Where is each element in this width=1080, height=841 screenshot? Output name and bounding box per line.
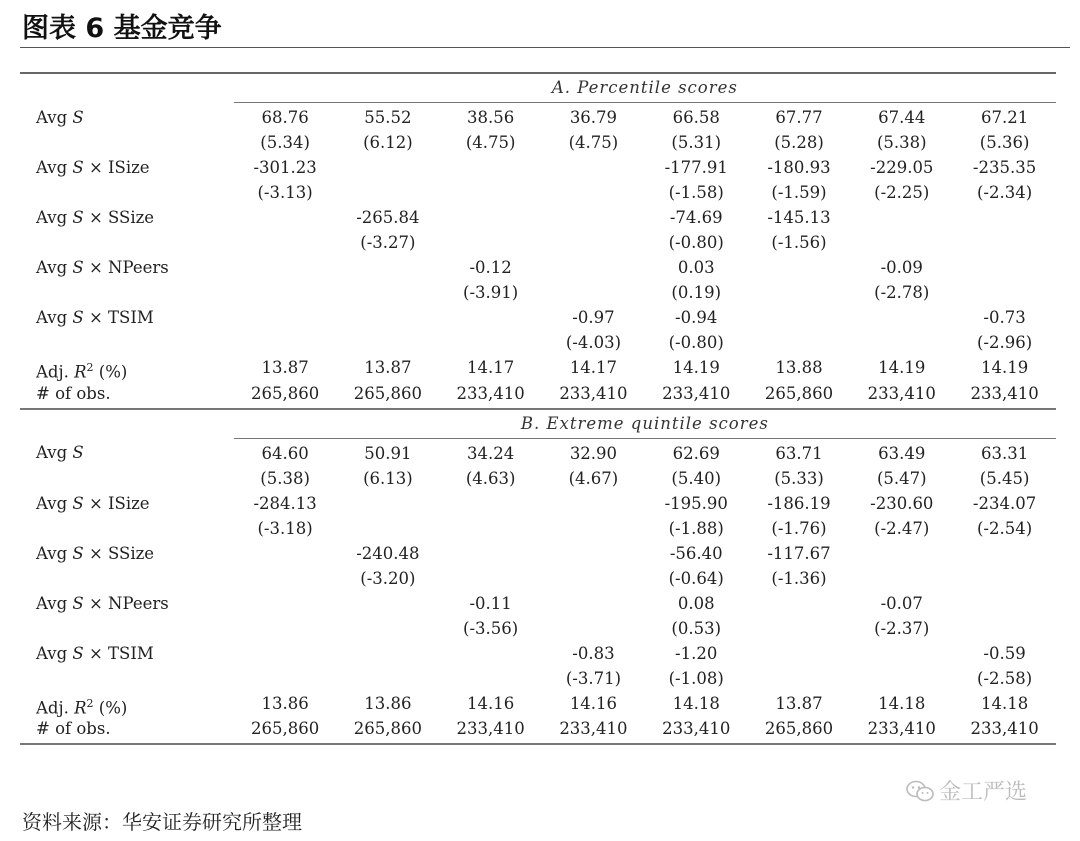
coef-cell xyxy=(439,157,542,182)
table-row xyxy=(20,438,1056,468)
tstat-cell: (5.47) xyxy=(876,468,927,488)
tstat-cell xyxy=(850,232,953,257)
tstat-cell: (-3.91) xyxy=(463,283,519,302)
table-row-tstat xyxy=(20,182,1056,207)
variable-s: S xyxy=(72,543,84,563)
coef-cell xyxy=(850,643,953,668)
tstat-cell xyxy=(336,182,439,207)
tstat-cell xyxy=(542,282,645,307)
adj-r2-cell: 14.18 xyxy=(878,693,926,713)
tstat-cell: (-0.80) xyxy=(668,233,724,252)
regression-table-container xyxy=(20,72,1056,745)
coef-cell xyxy=(953,257,1056,282)
tstat-cell: (-1.08) xyxy=(668,668,724,688)
coef-cell xyxy=(234,257,337,282)
adj-r2-cell: 13.88 xyxy=(775,358,823,377)
tstat-cell xyxy=(542,232,645,257)
tstat-cell: (5.40) xyxy=(671,468,722,488)
coef-cell xyxy=(542,257,645,282)
coef-cell: 55.52 xyxy=(364,108,412,127)
tstat-cell: (5.36) xyxy=(979,133,1030,152)
tstat-cell: (-1.59) xyxy=(771,183,827,202)
table-row xyxy=(20,307,1056,332)
adj-r2-cell: 14.18 xyxy=(980,693,1029,713)
tstat-cell: (-3.27) xyxy=(360,233,416,252)
tstat-cell: (-3.20) xyxy=(360,568,416,588)
superscript: 2 xyxy=(86,696,94,710)
tstat-cell xyxy=(953,282,1056,307)
tstat-cell xyxy=(234,568,337,593)
table-row xyxy=(20,157,1056,182)
coef-cell: 67.21 xyxy=(980,108,1029,127)
tstat-cell: (-4.03) xyxy=(565,333,622,352)
coef-cell: 34.24 xyxy=(467,443,515,463)
coef-cell: 0.03 xyxy=(677,258,715,277)
obs-cell: 233,410 xyxy=(970,383,1039,403)
tstat-cell: (0.19) xyxy=(671,283,722,302)
tstat-cell: (6.13) xyxy=(363,468,413,488)
tstat-cell xyxy=(439,332,542,357)
coef-cell xyxy=(234,643,337,668)
coef-cell: -145.13 xyxy=(767,208,831,227)
tstat-cell: (6.12) xyxy=(363,133,413,152)
table-row xyxy=(20,593,1056,618)
coef-cell xyxy=(748,307,851,332)
tstat-cell xyxy=(542,518,645,543)
table-row-tstat xyxy=(20,668,1056,693)
variable-s: S xyxy=(72,643,84,663)
table-row-tstat xyxy=(20,618,1056,643)
coef-cell: -230.60 xyxy=(870,493,934,513)
coef-cell xyxy=(336,307,439,332)
tstat-cell xyxy=(234,282,337,307)
coef-cell xyxy=(439,643,542,668)
row-label: Avg S × SSize xyxy=(36,543,155,563)
table-row-tstat xyxy=(20,132,1056,157)
coef-cell: -0.97 xyxy=(572,308,615,327)
tstat-cell: (-2.37) xyxy=(874,618,930,638)
adj-r2-cell: 14.19 xyxy=(980,358,1029,377)
tstat-cell xyxy=(748,332,851,357)
adj-r2-cell: 14.17 xyxy=(467,358,515,377)
tstat-cell xyxy=(336,668,439,693)
coef-cell: -229.05 xyxy=(870,158,934,177)
coef-cell xyxy=(850,307,953,332)
tstat-cell: (5.38) xyxy=(876,133,927,152)
adj-r2-cell: 14.17 xyxy=(569,358,618,377)
tstat-cell: (0.53) xyxy=(671,618,722,638)
tstat-cell: (-1.88) xyxy=(668,518,724,538)
regression-table xyxy=(20,72,1056,745)
obs-cell: 233,410 xyxy=(850,718,953,744)
tstat-cell xyxy=(748,282,851,307)
tstat-cell: (-1.58) xyxy=(668,183,724,202)
variable-s: S xyxy=(72,208,84,227)
coef-cell: 67.44 xyxy=(878,108,926,127)
coef-cell xyxy=(234,543,337,568)
coef-cell: -186.19 xyxy=(767,493,831,513)
coef-cell xyxy=(336,493,439,518)
coef-cell: -0.11 xyxy=(469,593,512,613)
coef-cell xyxy=(542,593,645,618)
adj-r2-row xyxy=(20,357,1056,383)
tstat-cell xyxy=(439,568,542,593)
coef-cell: 32.90 xyxy=(569,443,618,463)
tstat-cell: (-3.18) xyxy=(257,518,313,538)
wechat-icon xyxy=(905,779,935,803)
coef-cell: -0.07 xyxy=(880,593,923,613)
table-row-tstat xyxy=(20,468,1056,493)
obs-cell: 233,410 xyxy=(542,718,645,744)
coef-cell: -0.83 xyxy=(572,643,615,663)
table-row-tstat xyxy=(20,282,1056,307)
figure-title: 图表 6 基金竞争 xyxy=(22,13,222,44)
adj-r2-cell: 13.87 xyxy=(261,358,309,377)
coef-cell xyxy=(234,593,337,618)
tstat-cell xyxy=(336,332,439,357)
table-row-tstat xyxy=(20,568,1056,593)
tstat-cell: (5.28) xyxy=(774,133,824,152)
obs-cell: 233,410 xyxy=(456,383,525,403)
tstat-cell xyxy=(748,618,851,643)
coef-cell: -235.35 xyxy=(972,158,1037,177)
coef-cell: -284.13 xyxy=(253,493,317,513)
tstat-cell: (-1.36) xyxy=(771,568,827,588)
table-row xyxy=(20,207,1056,232)
coef-cell xyxy=(234,207,337,232)
tstat-cell xyxy=(336,282,439,307)
coef-cell: 68.76 xyxy=(261,108,309,127)
section-header-row xyxy=(20,409,1056,439)
obs-cell: 265,860 xyxy=(234,718,337,744)
variable-s: S xyxy=(72,593,84,613)
row-label: Avg S × SSize xyxy=(36,208,155,227)
row-label: Avg S × TSIM xyxy=(36,308,154,327)
tstat-cell: (4.75) xyxy=(465,133,516,152)
tstat-cell: (-2.34) xyxy=(976,183,1033,202)
coef-cell xyxy=(542,543,645,568)
coef-cell: 62.69 xyxy=(672,443,720,463)
obs-row xyxy=(20,383,1056,409)
tstat-cell: (-0.64) xyxy=(668,568,724,588)
tstat-cell: (5.33) xyxy=(774,468,824,488)
source-note: 资料来源：华安证券研究所整理 xyxy=(22,810,302,834)
tstat-cell: (-2.78) xyxy=(874,283,930,302)
tstat-cell xyxy=(439,232,542,257)
table-row xyxy=(20,493,1056,518)
variable-r: R xyxy=(74,698,87,717)
coef-cell xyxy=(850,207,953,232)
tstat-cell xyxy=(953,232,1056,257)
variable-s: S xyxy=(72,258,84,277)
obs-cell: 265,860 xyxy=(748,718,851,744)
row-label: # of obs. xyxy=(36,383,111,403)
adj-r2-cell: 13.86 xyxy=(364,693,412,713)
coef-cell: 50.91 xyxy=(364,443,412,463)
tstat-cell: (-2.54) xyxy=(976,518,1033,538)
tstat-cell: (5.45) xyxy=(979,468,1030,488)
tstat-cell xyxy=(850,568,953,593)
row-label: Adj. $R^2$ (%) xyxy=(36,361,128,382)
row-label: Avg S × NPeers xyxy=(36,593,169,613)
tstat-cell xyxy=(234,668,337,693)
coef-cell: -0.73 xyxy=(983,308,1026,327)
tstat-cell: (-2.96) xyxy=(976,333,1033,352)
tstat-cell xyxy=(748,668,851,693)
tstat-cell xyxy=(234,332,337,357)
tstat-cell xyxy=(234,232,337,257)
coef-cell xyxy=(542,493,645,518)
coef-cell xyxy=(748,643,851,668)
tstat-cell xyxy=(542,618,645,643)
obs-cell: 233,410 xyxy=(645,718,748,744)
table-row-tstat xyxy=(20,332,1056,357)
variable-s: S xyxy=(72,493,84,513)
tstat-cell xyxy=(234,618,337,643)
watermark-text: 金工严选 xyxy=(939,780,1028,805)
row-label: Avg S × ISize xyxy=(36,158,150,177)
row-label: Avg S × ISize xyxy=(36,493,150,513)
coef-cell: -0.12 xyxy=(469,258,512,277)
coef-cell: 64.60 xyxy=(261,443,309,463)
row-label: Adj. $R^2$ (%) xyxy=(36,696,128,717)
variable-r: R xyxy=(74,362,87,382)
tstat-cell: (-2.47) xyxy=(874,518,930,538)
coef-cell: -177.91 xyxy=(664,158,728,177)
coef-cell: -1.20 xyxy=(675,643,718,663)
coef-cell xyxy=(336,593,439,618)
section-header: B. Extreme quintile scores xyxy=(234,409,1056,439)
coef-cell: -117.67 xyxy=(767,543,831,563)
obs-row xyxy=(20,718,1056,744)
variable-s: S xyxy=(72,158,84,177)
coef-cell xyxy=(542,157,645,182)
adj-r2-cell: 14.16 xyxy=(569,693,618,713)
coef-cell xyxy=(850,543,953,568)
coef-cell: 63.49 xyxy=(878,443,926,463)
coef-cell: -0.09 xyxy=(880,258,923,277)
tstat-cell: (-3.13) xyxy=(257,183,313,202)
table-row xyxy=(20,103,1056,133)
tstat-cell xyxy=(439,182,542,207)
tstat-cell: (-2.25) xyxy=(874,183,930,202)
table-row xyxy=(20,643,1056,668)
title-divider xyxy=(20,47,1070,48)
coef-cell xyxy=(542,207,645,232)
coef-cell xyxy=(953,543,1056,568)
tstat-cell: (-1.76) xyxy=(771,518,827,538)
tstat-cell: (4.75) xyxy=(568,133,619,152)
obs-cell: 265,860 xyxy=(353,383,422,403)
adj-r2-row xyxy=(20,693,1056,719)
tstat-cell xyxy=(439,668,542,693)
coef-cell xyxy=(439,493,542,518)
coef-cell: -74.69 xyxy=(669,208,723,227)
row-label: Avg S xyxy=(36,107,84,127)
coef-cell: -56.40 xyxy=(669,543,723,563)
coef-cell: 66.58 xyxy=(672,108,720,127)
obs-cell: 233,410 xyxy=(867,383,936,403)
coef-cell: 63.71 xyxy=(775,443,823,463)
obs-cell: 233,410 xyxy=(662,383,731,403)
coef-cell: -195.90 xyxy=(664,493,728,513)
table-row-tstat xyxy=(20,518,1056,543)
variable-s: S xyxy=(72,443,84,462)
obs-cell: 233,410 xyxy=(439,718,542,744)
tstat-cell xyxy=(542,568,645,593)
obs-cell: 233,410 xyxy=(953,718,1056,744)
coef-cell: 67.77 xyxy=(775,108,823,127)
coef-cell xyxy=(439,207,542,232)
tstat-cell: (5.34) xyxy=(260,133,310,152)
coef-cell xyxy=(234,307,337,332)
coef-cell xyxy=(439,307,542,332)
table-row xyxy=(20,543,1056,568)
tstat-cell: (5.31) xyxy=(671,133,722,152)
tstat-cell xyxy=(850,332,953,357)
table-row xyxy=(20,257,1056,282)
coef-cell xyxy=(439,543,542,568)
obs-cell: 265,860 xyxy=(764,383,834,403)
coef-cell: -0.94 xyxy=(675,308,718,327)
coef-cell: -301.23 xyxy=(253,158,317,177)
adj-r2-cell: 13.87 xyxy=(775,693,823,713)
adj-r2-cell: 13.87 xyxy=(364,358,412,377)
tstat-cell: (4.63) xyxy=(465,468,516,488)
variable-s: S xyxy=(72,107,84,127)
coef-cell: 36.79 xyxy=(569,108,618,127)
tstat-cell: (4.67) xyxy=(568,468,619,488)
section-header: A. Percentile scores xyxy=(234,73,1056,103)
coef-cell: -240.48 xyxy=(356,543,420,563)
obs-cell: 265,860 xyxy=(250,383,320,403)
tstat-cell: (-2.58) xyxy=(976,668,1033,688)
coef-cell: 0.08 xyxy=(677,593,715,613)
adj-r2-cell: 14.19 xyxy=(878,358,926,377)
watermark xyxy=(905,775,1055,807)
adj-r2-cell: 14.16 xyxy=(467,693,515,713)
coef-cell xyxy=(748,257,851,282)
tstat-cell: (-3.71) xyxy=(565,668,622,688)
coef-cell: -265.84 xyxy=(356,208,420,227)
coef-cell: -0.59 xyxy=(983,643,1026,663)
tstat-cell xyxy=(953,618,1056,643)
tstat-cell xyxy=(336,518,439,543)
row-label: Avg S × NPeers xyxy=(36,258,169,277)
row-label: # of obs. xyxy=(20,718,234,744)
adj-r2-cell: 14.19 xyxy=(672,358,720,377)
coef-cell: -180.93 xyxy=(767,158,831,177)
variable-s: S xyxy=(72,308,84,327)
superscript: 2 xyxy=(86,361,94,374)
obs-cell: 265,860 xyxy=(336,718,439,744)
table-row-tstat xyxy=(20,232,1056,257)
coef-cell: -234.07 xyxy=(972,493,1037,513)
obs-cell: 233,410 xyxy=(559,383,628,403)
coef-cell xyxy=(336,257,439,282)
tstat-cell: (5.38) xyxy=(260,468,310,488)
coef-cell: 38.56 xyxy=(467,108,515,127)
tstat-cell xyxy=(439,518,542,543)
tstat-cell: (-3.56) xyxy=(463,618,519,638)
adj-r2-cell: 14.18 xyxy=(672,693,720,713)
adj-r2-cell: 13.86 xyxy=(261,693,309,713)
tstat-cell xyxy=(542,182,645,207)
row-label: Avg S × TSIM xyxy=(36,643,154,663)
tstat-cell: (-0.80) xyxy=(668,333,724,352)
coef-cell xyxy=(336,643,439,668)
tstat-cell: (-1.56) xyxy=(771,233,827,252)
coef-cell xyxy=(953,593,1056,618)
row-label: Avg S xyxy=(36,443,84,462)
coef-cell xyxy=(953,207,1056,232)
tstat-cell xyxy=(850,668,953,693)
coef-cell xyxy=(748,593,851,618)
section-header-row xyxy=(20,73,1056,103)
coef-cell xyxy=(336,157,439,182)
tstat-cell xyxy=(336,618,439,643)
tstat-cell xyxy=(953,568,1056,593)
coef-cell: 63.31 xyxy=(980,443,1029,463)
